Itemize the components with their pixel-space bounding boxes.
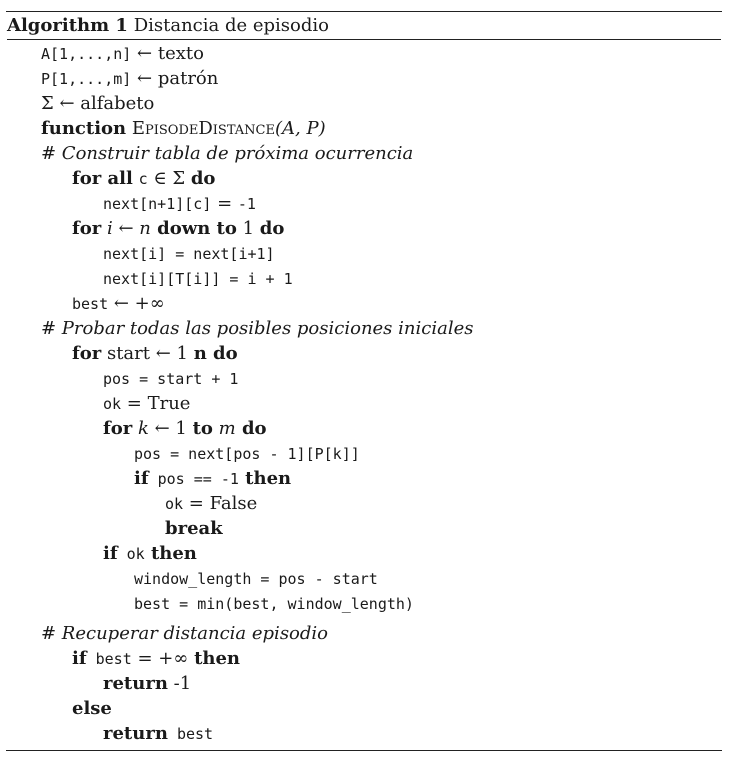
line-6-keyword: for all [72,168,133,189]
line-3 [41,91,154,116]
line-16 [103,416,267,441]
line-16-to: to [192,418,213,439]
line-8-do: do [259,218,285,239]
line-8 [72,216,284,241]
line-15-text: = True [121,393,191,414]
function-args: (A, P) [275,118,326,139]
line-28-keyword: return [103,723,168,744]
line-6-text: ∈ Σ [147,168,191,189]
line-13-keyword: for [72,343,102,364]
line-2-code: P[1,...,m] [41,70,132,88]
line-14 [103,366,238,391]
comment-line-1 [41,141,413,166]
line-26 [103,671,191,696]
line-3-text: Σ ← alfabeto [41,93,155,114]
line-8-n: n [139,218,151,239]
line-13-keyword-do: n do [193,343,238,364]
line-18-then: then [238,468,292,489]
line-17-code: pos = next[pos - 1][P[k]] [134,445,360,463]
line-23-code: best = min(best, window_length) [134,595,414,613]
line-7 [103,191,256,216]
algorithm-label: Algorithm 1 [7,15,128,36]
line-4-keyword: function [41,118,127,139]
line-18 [134,466,291,491]
line-7-text: = [211,193,238,214]
line-25-keyword: if [72,648,87,669]
line-18-keyword: if [134,468,149,489]
algorithm-title: Distancia de episodio [133,15,329,36]
line-1-text: ← texto [131,43,204,64]
line-8-arrow: ← [112,218,140,239]
line-2 [41,66,218,91]
line-17 [134,441,360,466]
line-21-then: then [144,543,197,564]
line-22 [134,566,378,591]
algorithm-caption [7,12,721,40]
line-6 [72,166,215,191]
line-7-code: next[n+1][c] [103,195,212,213]
line-21-keyword: if [103,543,118,564]
line-16-m: m [212,418,236,439]
line-1 [41,41,204,66]
line-9 [103,241,275,266]
line-28-code: best [167,725,214,743]
line-1-code: A[1,...,n] [41,45,132,63]
comment-text: # Probar todas las posibles posiciones iniciales [41,318,474,339]
line-28 [103,721,213,746]
line-9-code: next[i] = next[i+1] [103,245,275,263]
line-27 [72,696,112,721]
line-8-var: i [101,218,113,239]
line-11-code: best [72,295,109,313]
line-16-do: do [235,418,267,439]
line-20 [165,516,223,541]
line-25-text: = +∞ [131,648,195,669]
line-27-keyword: else [72,698,112,719]
line-16-keyword: for [103,418,133,439]
line-10-code: next[i][T[i]] = i + 1 [103,270,293,288]
line-26-text: -1 [167,673,192,694]
algorithm-box [6,11,722,751]
line-16-var: k [132,418,149,439]
line-25-code: best [86,650,132,668]
line-11 [72,291,165,316]
line-21 [103,541,197,566]
line-13 [72,341,238,366]
line-22-code: window_length = pos - start [134,570,378,588]
function-name: EpisodeDistance [131,118,275,139]
line-25-then: then [194,648,241,669]
line-18-code: pos == -1 [148,470,239,488]
line-13-text: start ← 1 [101,343,194,364]
line-19-text: = False [183,493,258,514]
line-26-keyword: return [103,673,168,694]
line-4 [41,116,326,141]
line-8-one: 1 [236,218,260,239]
line-10 [103,266,293,291]
line-23 [134,591,414,616]
comment-text: # Recuperar distancia episodio [41,623,329,644]
line-2-text: ← patrón [131,68,219,89]
line-21-code: ok [117,545,145,563]
comment-line-3 [41,621,328,646]
line-6-var: c [138,170,148,188]
line-16-text: ← 1 [148,418,193,439]
line-15 [103,391,190,416]
line-6-keyword-do: do [190,168,216,189]
line-11-text: ← +∞ [108,293,165,314]
line-20-keyword: break [165,518,223,539]
line-7-code2: -1 [237,195,256,213]
line-8-keyword: for [72,218,102,239]
comment-line-2 [41,316,473,341]
line-25 [72,646,240,671]
comment-text: # Construir tabla de próxima ocurrencia [41,143,414,164]
line-14-code: pos = start + 1 [103,370,239,388]
line-15-code: ok [103,395,122,413]
line-19-code: ok [165,495,184,513]
line-8-downto: down to [150,218,237,239]
line-19 [165,491,257,516]
